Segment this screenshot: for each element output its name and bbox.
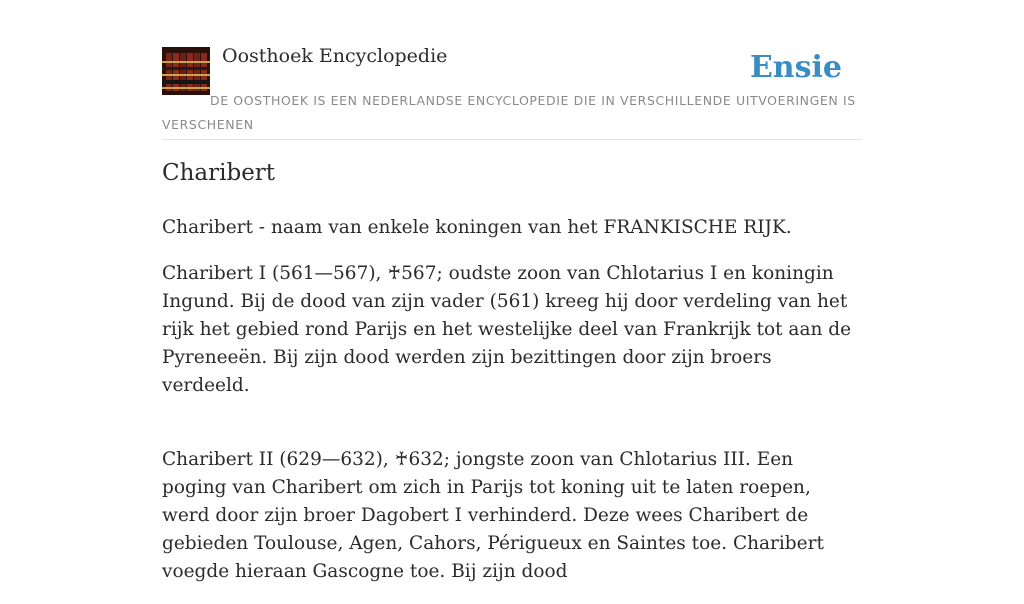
site-header: [162, 0, 862, 140]
books-icon: [162, 47, 210, 95]
encyclopedia-books-avatar[interactable]: [162, 47, 210, 95]
page-title: Charibert: [162, 160, 276, 186]
ensie-logo-link[interactable]: Ensie: [749, 50, 842, 85]
site-name[interactable]: Oosthoek Encyclopedie: [222, 45, 448, 67]
article-paragraph: Charibert II (629—632), ♰632; jongste zoon van Chlotarius III. Een poging van Charibert om zich in Parijs tot koning uit te laten roepen, werd door zijn broer Dagobert I verhinderd. Deze wees Charibert de gebieden Toulouse, Agen, Cahors, Périgueux en Saintes toe. Charibert voegde hieraan Gascogne toe. Bij zijn dood: [162, 449, 824, 582]
article-body: [162, 214, 862, 604]
article-paragraph: Charibert I (561—567), ♰567; oudste zoon van Chlotarius I en koningin Ingund. Bij de dood van zijn vader (561) kreeg hij door verdeling van het rijk het gebied rond Parijs en het westelijke deel van Frankrijk tot aan de Pyreneeën. Bij zijn dood werden zijn bezittingen door zijn broers verdeeld.: [162, 263, 852, 396]
paragraph-spacer: [162, 418, 862, 446]
article-intro: Charibert - naam van enkele koningen van het FRANKISCHE RIJK.: [162, 217, 792, 238]
page: [162, 0, 862, 582]
site-tagline: DE OOSTHOEK IS EEN NEDERLANDSE ENCYCLOPEDIE DIE IN VERSCHILLENDE UITVOERINGEN IS VERSCHENEN: [162, 93, 856, 132]
